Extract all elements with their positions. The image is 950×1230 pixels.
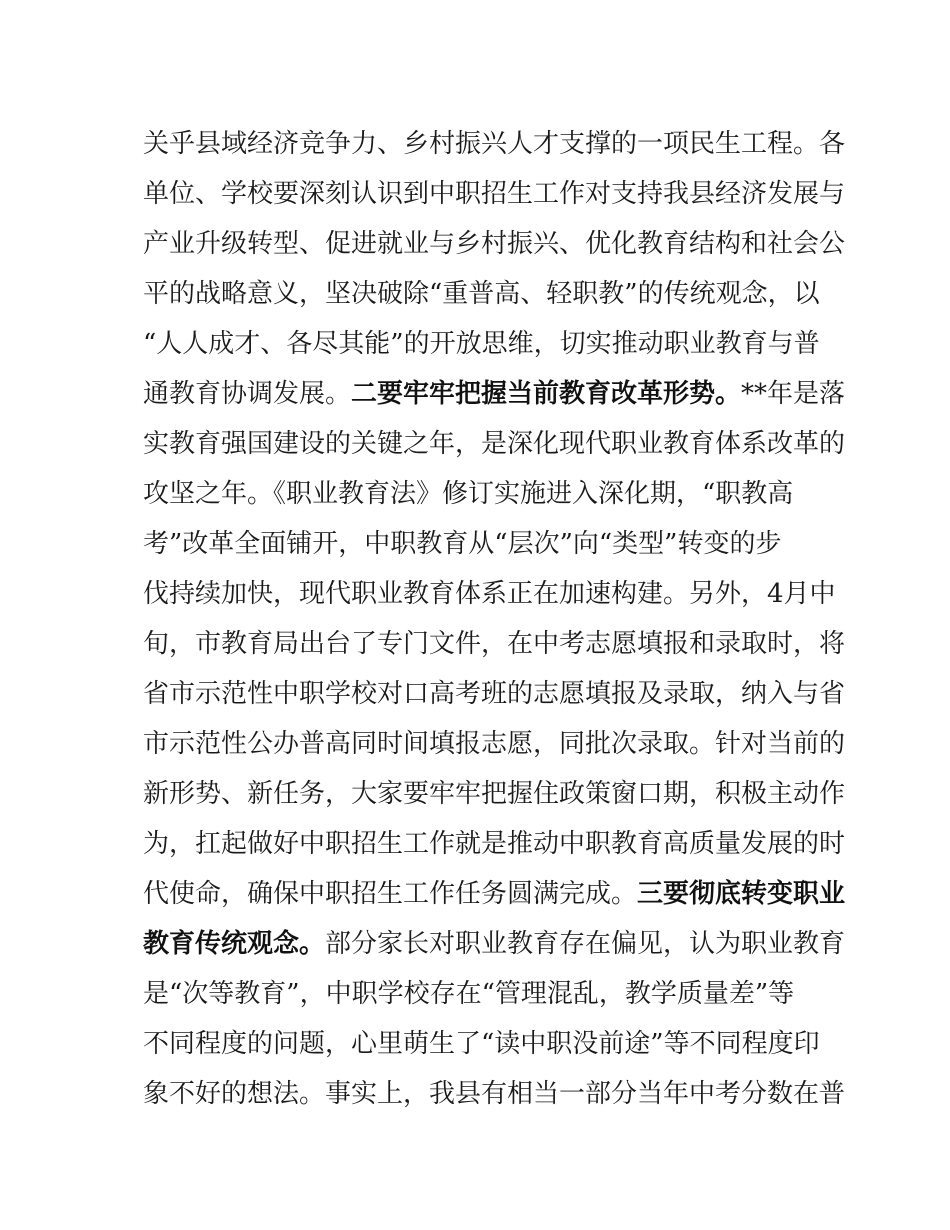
line-text: “人人成才、各尽其能”的开放思维，切实推动职业教育与普 xyxy=(143,329,820,359)
line-text: 关乎县域经济竞争力、乡村振兴人才支撑的一项民生工程。各 xyxy=(143,129,846,159)
line-text: 单位、学校要深刻认识到中职招生工作对支持我县经济发展与 xyxy=(143,179,846,209)
text-line xyxy=(143,174,846,214)
line-text: 产业升级转型、促进就业与乡村振兴、优化教育结构和社会公 xyxy=(143,229,846,259)
line-text: 实教育强国建设的关键之年，是深化现代职业教育体系改革的 xyxy=(143,429,846,459)
bold-heading-text: 教育传统观念。 xyxy=(143,929,326,959)
text-line xyxy=(143,274,820,314)
text-line xyxy=(143,124,846,164)
line-text: 是“次等教育”，中职学校存在“管理混乱，教学质量差”等 xyxy=(143,979,795,1009)
text-line xyxy=(143,1024,820,1064)
text-line xyxy=(143,674,846,714)
text-line xyxy=(143,524,813,564)
text-line xyxy=(143,424,846,464)
line-text: 平的战略意义，坚决破除“重普高、轻职教”的传统观念，以 xyxy=(143,279,820,309)
text-line xyxy=(143,724,846,764)
line-text: 通教育协调发展。 xyxy=(143,379,352,409)
line-text: 市示范性公办普高同时间填报志愿，同批次录取。针对当前的 xyxy=(143,729,846,759)
line-text: 为，扛起做好中职招生工作就是推动中职教育高质量发展的时 xyxy=(143,829,846,859)
text-line xyxy=(143,224,846,264)
text-line xyxy=(143,924,846,964)
text-line xyxy=(143,774,846,814)
text-line xyxy=(143,624,846,664)
text-line xyxy=(143,374,846,414)
text-line xyxy=(143,474,813,514)
line-text: 不同程度的问题，心里萌生了“读中职没前途”等不同程度印 xyxy=(143,1029,820,1059)
line-text: 考”改革全面铺开，中职教育从“层次”向“类型”转变的步 xyxy=(143,529,782,559)
line-text: **年是落 xyxy=(741,379,846,409)
text-line xyxy=(143,324,820,364)
bold-heading-text: 三要彻底转变职业 xyxy=(637,879,846,909)
line-text: 部分家长对职业教育存在偏见，认为职业教育 xyxy=(325,929,846,959)
text-line xyxy=(143,1074,846,1114)
line-text: 伐持续加快，现代职业教育体系正在加速构建。另外，4月中 xyxy=(143,579,836,609)
line-text: 旬，市教育局出台了专门文件，在中考志愿填报和录取时，将 xyxy=(143,629,846,659)
text-line xyxy=(143,824,846,864)
line-text: 象不好的想法。事实上，我县有相当一部分当年中考分数在普 xyxy=(143,1079,846,1109)
text-line xyxy=(143,874,846,914)
line-text: 代使命，确保中职招生工作任务圆满完成。 xyxy=(143,879,638,909)
text-line xyxy=(143,974,813,1014)
bold-heading-text: 二要牢牢把握当前教育改革形势。 xyxy=(351,379,742,409)
line-text: 攻坚之年。《职业教育法》修订实施进入深化期，“职教高 xyxy=(143,479,794,509)
line-text: 新形势、新任务，大家要牢牢把握住政策窗口期，积极主动作 xyxy=(143,779,846,809)
line-text: 省市示范性中职学校对口高考班的志愿填报及录取，纳入与省 xyxy=(143,679,846,709)
text-line xyxy=(143,574,836,614)
